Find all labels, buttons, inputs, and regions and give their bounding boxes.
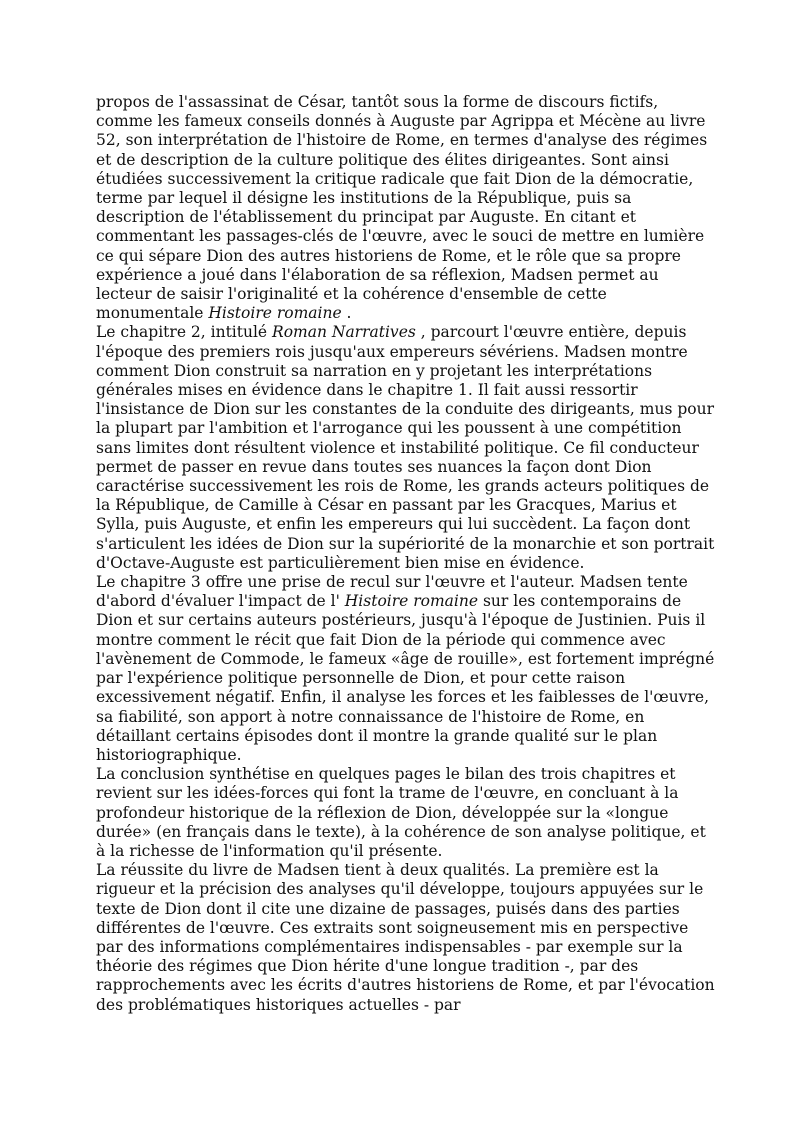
paragraph-2-text-end: , parcourt l'œuvre entière, depuis l'époque des premiers rois jusqu'aux empereurs sévériens. Madsen montre comment Dion construit sa narration en y projetant les interprétations générales mises en évidence dans le chapitre 1. Il fait aussi ressortir l'insistance de Dion sur les constantes de la conduite des dirigeants, mus pour la plupart par l'ambition et l'arrogance qui les poussent à une compétition sans limites dont résultent violence et instabilité politique. Ce fil conducteur permet de passer en revue dans toutes ses nuances la façon dont Dion caractérise successivement les rois de Rome, les grands acteurs politiques de la République, de Camille à César en passant par les Gracques, Marius et Sylla, puis Auguste, et enfin les empereurs qui lui succèdent. La façon dont s'articulent les idées de Dion sur la supériorité de la monarchie et son portrait d'Octave-Auguste est particulièrement bien mise en évidence.	[96, 323, 715, 572]
paragraph-5	[96, 861, 716, 1015]
paragraph-2	[96, 323, 716, 573]
paragraph-3-italic-title: Histoire romaine	[344, 592, 479, 611]
paragraph-3-text: Le chapitre 3 offre une prise de recul sur l'œuvre et l'auteur. Madsen tente d'abord d'évaluer l'impact de l'	[96, 573, 688, 611]
paragraph-2-italic-title: Roman Narratives	[272, 323, 416, 342]
paragraph-1-text-end: .	[341, 304, 352, 323]
paragraph-1-italic-title: Histoire romaine	[208, 304, 342, 323]
paragraph-1-text: propos de l'assassinat de César, tantôt sous la forme de discours fictifs, comme les fameux conseils donnés à Auguste par Agrippa et Mécène au livre 52, son interprétation de l'histoire de Rome, en termes d'analyse des régimes et de description de la culture politique des élites dirigeantes. Sont ainsi étudiées successivement la critique radicale que fait Dion de la démocratie, terme par lequel il désigne les institutions de la République, puis sa description de l'établissement du principat par Auguste. En citant et commentant les passages-clés de l'œuvre, avec le souci de mettre en lumière ce qui sépare Dion des autres historiens de Rome, et le rôle que sa propre expérience a joué dans l'élaboration de sa réflexion, Madsen permet au lecteur de saisir l'originalité et la cohérence d'ensemble de cette monumentale	[96, 93, 708, 323]
paragraph-1	[96, 93, 716, 323]
paragraph-4-text: La conclusion synthétise en quelques pages le bilan des trois chapitres et revient sur les idées-forces qui font la trame de l'œuvre, en concluant à la profondeur historique de la réflexion de Dion, développée sur la «longue durée» (en français dans le texte), à la cohérence de son analyse politique, et à la richesse de l'information qu'il présente.	[96, 765, 706, 860]
paragraph-3	[96, 573, 716, 765]
paragraph-5-text: La réussite du livre de Madsen tient à deux qualités. La première est la rigueur et la précision des analyses qu'il développe, toujours appuyées sur le texte de Dion dont il cite une dizaine de passages, puisés dans des parties différentes de l'œuvre. Ces extraits sont soigneusement mis en perspective par des informations complémentaires indispensables - par exemple sur la théorie des régimes que Dion hérite d'une longue tradition -, par des rapprochements avec les écrits d'autres historiens de Rome, et par l'évocation des problématiques historiques actuelles - par	[96, 861, 715, 1014]
document-body	[96, 93, 716, 1015]
paragraph-2-text: Le chapitre 2, intitulé	[96, 323, 273, 342]
paragraph-4	[96, 765, 716, 861]
paragraph-3-text-end: sur les contemporains de Dion et sur certains auteurs postérieurs, jusqu'à l'époque de Justinien. Puis il montre comment le récit que fait Dion de la période qui commence avec l'avènement de Commode, le fameux «âge de rouille», est fortement imprégné par l'expérience politique personnelle de Dion, et pour cette raison excessivement négatif. Enfin, il analyse les forces et les faiblesses de l'œuvre, sa fiabilité, son apport à notre connaissance de l'histoire de Rome, en détaillant certains épisodes dont il montre la grande qualité sur le plan historiographique.	[96, 592, 715, 764]
